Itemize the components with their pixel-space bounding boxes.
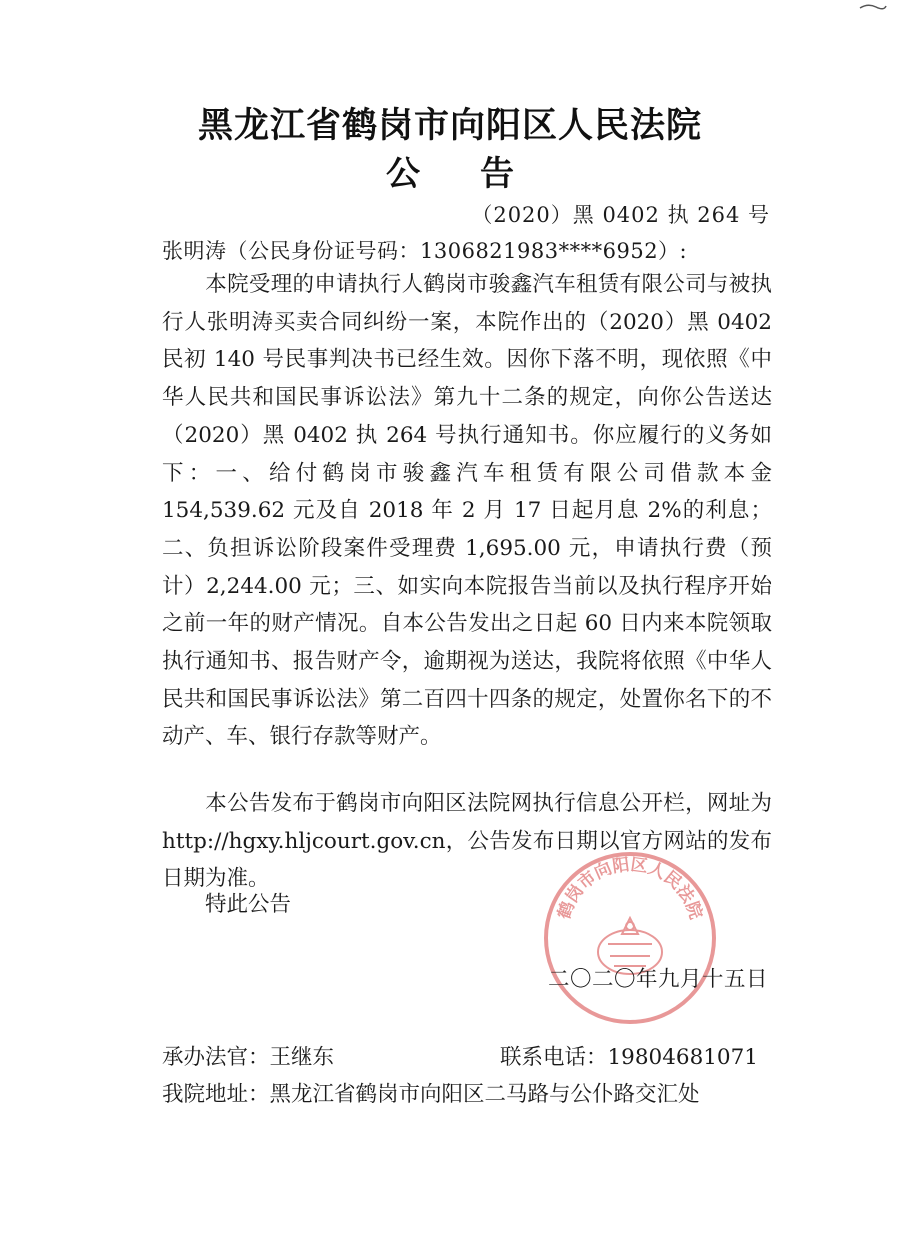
seal-lettering: 鹤岗市向阳区人民法院 bbox=[554, 854, 706, 922]
court-seal-icon bbox=[540, 848, 720, 1028]
paragraph-text: 本公告发布于鹤岗市向阳区法院网执行信息公开栏，网址为 http://hgxy.hljcourt.gov.cn，公告发布日期以官方网站的发布日期为准。 bbox=[162, 791, 772, 892]
case-number: （2020）黑 0402 执 264 号 bbox=[471, 203, 770, 227]
scan-mark-icon bbox=[858, 2, 888, 14]
issue-date: 二〇二〇年九月十五日 bbox=[547, 967, 768, 992]
document-type: 公告 bbox=[386, 154, 574, 194]
contact-phone: 联系电话：19804681071 bbox=[500, 1045, 758, 1070]
court-name: 黑龙江省鹤岗市向阳区人民法院 bbox=[197, 106, 702, 146]
court-address: 我院地址：黑龙江省鹤岗市向阳区二马路与公仆路交汇处 bbox=[162, 1082, 700, 1107]
svg-text:鹤岗市向阳区人民法院 bbox=[553, 855, 706, 923]
paragraph-text: 本院受理的申请执行人鹤岗市骏鑫汽车租赁有限公司与被执行人张明涛买卖合同纠纷一案，本院作出的（2020）黑 0402 民初 140 号民事判决书已经生效。因你下落不明，现依照《中华人民共和国民事诉讼法》第九十二条的规定，向你公告送达（2020）黑 0402 执 264 号执行通知书。你应履行的义务如下：一、给付鹤岗市骏鑫汽车租赁有限公司借款本金 154,539.62 元及自 2018 年 2 月 17 日起月息 2%的利息；二、负担诉讼阶段案件受理费 1,695.00 元，申请执行费（预计）2,244.00 元；三、如实向本院报告当前以及执行程序开始之前一年的财产情况。自本公告发出之日起 60 日内来本院领取执行通知书、报告财产令，逾期视为送达，我院将依照《中华人民共和国民事诉讼法》第二百四十四条的规定，处置你名下的不动产、车、银行存款等财产。 bbox=[162, 272, 772, 750]
notice-paragraph-main bbox=[162, 266, 772, 756]
addressee: 张明涛（公民身份证号码：1306821983****6952）: bbox=[162, 239, 688, 263]
closing-phrase: 特此公告 bbox=[205, 892, 292, 917]
judge-info: 承办法官：王继东 bbox=[162, 1045, 335, 1070]
